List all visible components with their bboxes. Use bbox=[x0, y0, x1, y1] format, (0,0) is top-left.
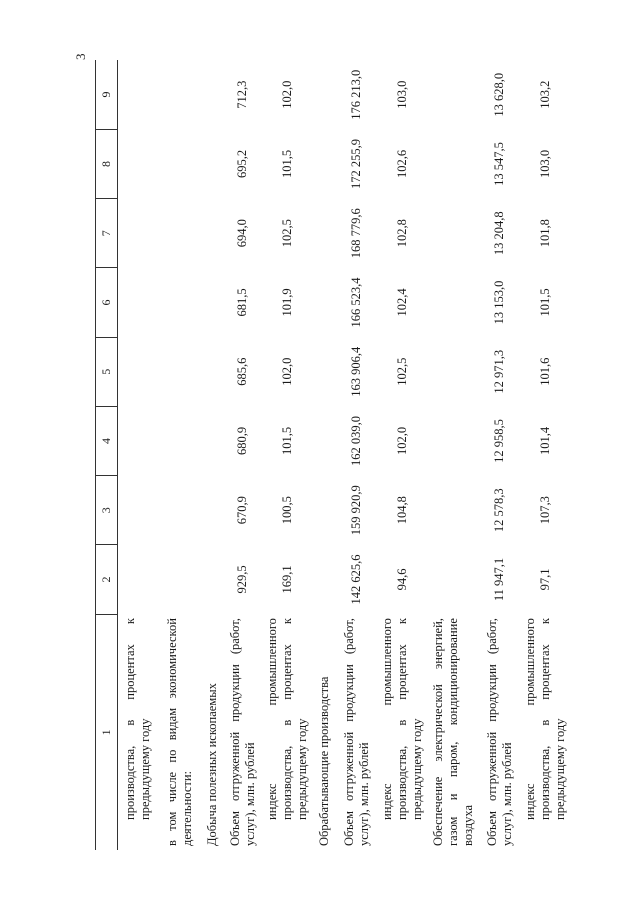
table-cell: 103,0 bbox=[537, 149, 552, 179]
table-cell bbox=[202, 199, 224, 268]
column-header: 2 bbox=[95, 545, 118, 614]
table-cell: 142 625,6 bbox=[349, 554, 363, 605]
row-label: Обеспечение электрической энергией, газом и паром, кондиционирование воздуха bbox=[431, 618, 475, 846]
table-cell bbox=[158, 476, 202, 545]
table-cell: 12 578,3 bbox=[492, 488, 506, 533]
column-header: 4 bbox=[95, 406, 118, 475]
table-cell: 695,2 bbox=[235, 149, 249, 179]
table-cell: 101,6 bbox=[537, 357, 552, 386]
table-row bbox=[224, 60, 262, 850]
header-row bbox=[95, 60, 118, 850]
table-cell bbox=[202, 476, 224, 545]
table-cell: 101,5 bbox=[279, 426, 294, 456]
table-cell: 101,8 bbox=[537, 219, 552, 248]
table-cell: 172 255,9 bbox=[349, 138, 363, 189]
column-header: 1 bbox=[95, 614, 118, 850]
table-cell bbox=[158, 268, 202, 337]
row-label: Объем отгруженной продукции (работ, услуг), млн. рублей bbox=[484, 618, 514, 846]
table-cell: 694,0 bbox=[235, 219, 249, 248]
table-cell bbox=[118, 337, 158, 406]
row-label: Объем отгруженной продукции (работ, услуг), млн. рублей bbox=[341, 618, 371, 846]
table-row bbox=[158, 60, 202, 850]
table-cell bbox=[202, 60, 224, 129]
table-cell: 168 779,6 bbox=[349, 208, 363, 259]
table-row bbox=[377, 60, 428, 850]
table-row bbox=[520, 60, 571, 850]
row-label: Добыча полезных ископаемых bbox=[205, 683, 219, 846]
table-cell: 166 523,4 bbox=[349, 277, 363, 328]
table-cell bbox=[118, 476, 158, 545]
table-cell bbox=[202, 545, 224, 614]
table-cell bbox=[428, 60, 480, 129]
row-label: индекс промышленного производства, в процентах к предыдущему году bbox=[264, 618, 309, 820]
table-cell: 12 971,3 bbox=[492, 349, 506, 394]
table-cell bbox=[313, 476, 337, 545]
table-cell bbox=[313, 545, 337, 614]
table-cell bbox=[158, 406, 202, 475]
page-number: 3 bbox=[73, 53, 88, 60]
table-cell: 101,9 bbox=[279, 288, 294, 317]
column-header: 5 bbox=[95, 337, 118, 406]
row-label: индекс промышленного производства, в процентах к предыдущему году bbox=[522, 618, 567, 820]
table-row bbox=[313, 60, 337, 850]
table-cell: 102,5 bbox=[394, 357, 409, 386]
table-cell: 102,0 bbox=[394, 426, 409, 456]
row-label: в том числе по видам экономической деятельности: bbox=[164, 618, 194, 846]
table-cell bbox=[428, 268, 480, 337]
table-row bbox=[118, 60, 158, 850]
table-cell bbox=[313, 60, 337, 129]
table-cell bbox=[428, 337, 480, 406]
table-cell: 680,9 bbox=[235, 426, 249, 456]
row-label: индекс промышленного производства, в процентах к предыдущему году bbox=[379, 618, 424, 820]
table-row bbox=[337, 60, 377, 850]
table-cell: 13 204,8 bbox=[492, 211, 506, 256]
data-table bbox=[95, 60, 571, 850]
table-cell: 102,5 bbox=[279, 219, 294, 248]
table-cell bbox=[158, 129, 202, 198]
table-cell: 13 547,5 bbox=[492, 142, 506, 186]
table-row bbox=[202, 60, 224, 850]
column-header: 6 bbox=[95, 268, 118, 337]
table-cell bbox=[118, 199, 158, 268]
table-cell: 103,0 bbox=[394, 80, 409, 109]
table-cell bbox=[428, 476, 480, 545]
row-label: производства, в процентах к предыдущему году bbox=[122, 618, 152, 820]
table-row bbox=[428, 60, 480, 850]
rotated-table-container bbox=[95, 60, 615, 850]
table-cell bbox=[118, 268, 158, 337]
table-cell: 13 628,0 bbox=[492, 72, 506, 117]
table-cell: 12 958,5 bbox=[492, 419, 506, 463]
table-cell: 169,1 bbox=[279, 565, 294, 594]
table-cell bbox=[202, 268, 224, 337]
table-cell bbox=[118, 60, 158, 129]
column-header: 9 bbox=[95, 60, 118, 129]
table-cell: 97,1 bbox=[537, 568, 552, 591]
table-cell bbox=[158, 60, 202, 129]
table-cell: 176 213,0 bbox=[349, 69, 363, 120]
table-cell: 11 947,1 bbox=[492, 557, 506, 602]
row-label: Обрабатывающие производства bbox=[317, 676, 331, 846]
table-cell: 681,5 bbox=[235, 288, 249, 317]
table-row bbox=[480, 60, 520, 850]
table-cell: 102,8 bbox=[394, 219, 409, 248]
table-cell bbox=[313, 129, 337, 198]
table-cell: 102,0 bbox=[279, 80, 294, 109]
table-cell bbox=[313, 199, 337, 268]
table-cell bbox=[313, 337, 337, 406]
table-cell: 101,4 bbox=[537, 426, 552, 456]
row-label: Объем отгруженной продукции (работ, услуг), млн. рублей bbox=[227, 618, 257, 846]
table-cell bbox=[158, 337, 202, 406]
table-cell bbox=[202, 406, 224, 475]
table-cell: 101,5 bbox=[279, 149, 294, 179]
table-cell: 163 906,4 bbox=[349, 346, 363, 397]
table-cell: 102,0 bbox=[279, 357, 294, 386]
table-cell: 100,5 bbox=[279, 496, 294, 525]
table-cell: 162 039,0 bbox=[349, 415, 363, 466]
table-cell: 103,2 bbox=[537, 80, 552, 109]
table-cell: 670,9 bbox=[235, 496, 249, 525]
table-cell: 102,4 bbox=[394, 288, 409, 317]
table-cell: 107,3 bbox=[537, 496, 552, 525]
table-cell: 101,5 bbox=[537, 288, 552, 317]
table-cell: 104,8 bbox=[394, 496, 409, 525]
column-header: 7 bbox=[95, 199, 118, 268]
table-cell bbox=[428, 129, 480, 198]
table-cell bbox=[202, 129, 224, 198]
table-cell: 929,5 bbox=[235, 565, 249, 594]
table-cell: 13 153,0 bbox=[492, 280, 506, 325]
table-cell bbox=[313, 268, 337, 337]
table-cell bbox=[202, 337, 224, 406]
table-cell bbox=[158, 545, 202, 614]
table-row bbox=[262, 60, 313, 850]
table-cell: 102,6 bbox=[394, 149, 409, 179]
table-cell bbox=[118, 545, 158, 614]
table-cell bbox=[428, 406, 480, 475]
table-top-rule bbox=[95, 60, 96, 850]
table-cell: 685,6 bbox=[235, 357, 249, 386]
column-header: 3 bbox=[95, 476, 118, 545]
table-cell: 159 920,9 bbox=[349, 485, 363, 536]
column-header: 8 bbox=[95, 129, 118, 198]
table-cell: 94,6 bbox=[394, 568, 409, 591]
table-cell bbox=[118, 129, 158, 198]
table-cell bbox=[118, 406, 158, 475]
table-cell bbox=[428, 199, 480, 268]
table-cell bbox=[428, 545, 480, 614]
table-cell bbox=[158, 199, 202, 268]
table-cell: 712,3 bbox=[235, 80, 249, 109]
table-cell bbox=[313, 406, 337, 475]
